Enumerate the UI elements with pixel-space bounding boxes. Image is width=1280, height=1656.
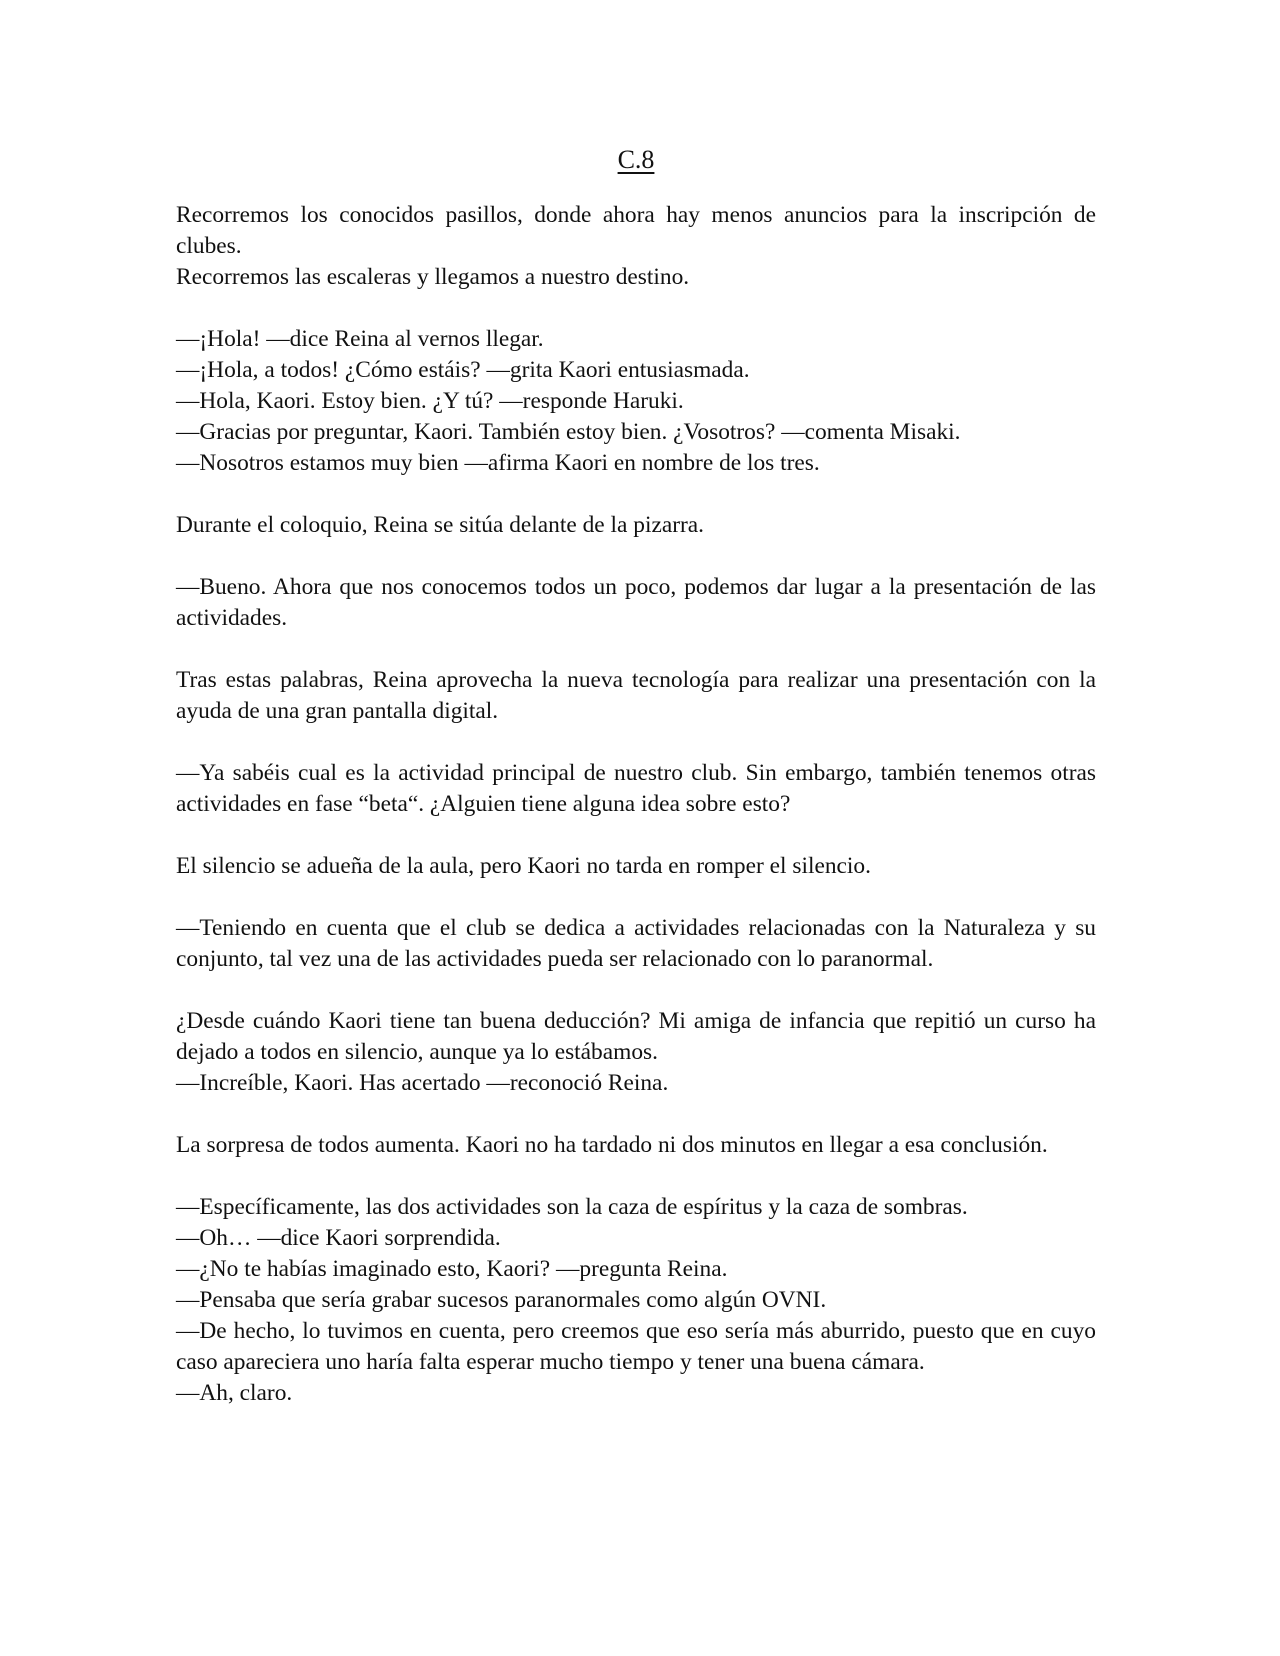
paragraph — [176, 758, 1096, 820]
text-line: —Hola, Kaori. Estoy bien. ¿Y tú? —responde Haruki. — [176, 388, 684, 414]
paragraph — [176, 913, 1096, 975]
text-line: —Oh… —dice Kaori sorprendida. — [176, 1225, 501, 1251]
text-line: —Nosotros estamos muy bien —afirma Kaori en nombre de los tres. — [176, 450, 820, 476]
text-line: —De hecho, lo tuvimos en cuenta, pero creemos que eso sería más aburrido, puesto que en cuyo caso apareciera uno haría falta esperar mucho tiempo y tener una buena cámara. — [176, 1318, 1096, 1375]
text-line: —Específicamente, las dos actividades son la caza de espíritus y la caza de sombras. — [176, 1194, 968, 1220]
text-line: —¿No te habías imaginado esto, Kaori? —pregunta Reina. — [176, 1256, 728, 1282]
paragraph — [176, 851, 1096, 882]
paragraph — [176, 1006, 1096, 1099]
paragraph — [176, 1130, 1096, 1161]
document-page — [176, 142, 1096, 1440]
text-line: El silencio se adueña de la aula, pero Kaori no tarda en romper el silencio. — [176, 853, 871, 879]
text-line: —Ya sabéis cual es la actividad principal de nuestro club. Sin embargo, también tenemos otras actividades en fase “beta“. ¿Alguien tiene alguna idea sobre esto? — [176, 760, 1096, 817]
text-line: Recorremos los conocidos pasillos, donde ahora hay menos anuncios para la inscripción de clubes. — [176, 202, 1096, 259]
text-line: Durante el coloquio, Reina se sitúa delante de la pizarra. — [176, 512, 705, 538]
text-line: —Ah, claro. — [176, 1380, 293, 1406]
text-line: La sorpresa de todos aumenta. Kaori no ha tardado ni dos minutos en llegar a esa conclusión. — [176, 1132, 1048, 1158]
text-line: Tras estas palabras, Reina aprovecha la nueva tecnología para realizar una presentación con la ayuda de una gran pantalla digital. — [176, 667, 1096, 724]
text-line: —Bueno. Ahora que nos conocemos todos un poco, podemos dar lugar a la presentación de las actividades. — [176, 574, 1096, 631]
paragraph — [176, 1192, 1096, 1409]
chapter-title: C.8 — [617, 145, 655, 174]
text-line: Recorremos las escaleras y llegamos a nuestro destino. — [176, 264, 690, 290]
text-line: —Teniendo en cuenta que el club se dedica a actividades relacionadas con la Naturaleza y su conjunto, tal vez una de las actividades pueda ser relacionado con lo paranormal. — [176, 915, 1096, 972]
paragraph — [176, 324, 1096, 479]
paragraph — [176, 200, 1096, 293]
paragraph — [176, 572, 1096, 634]
text-line: ¿Desde cuándo Kaori tiene tan buena deducción? Mi amiga de infancia que repitió un curso ha dejado a todos en silencio, aunque ya lo estábamos. — [176, 1008, 1096, 1065]
text-line: —¡Hola! —dice Reina al vernos llegar. — [176, 326, 544, 352]
document-body — [176, 200, 1096, 1409]
text-line: —Pensaba que sería grabar sucesos paranormales como algún OVNI. — [176, 1287, 827, 1313]
paragraph — [176, 665, 1096, 727]
paragraph — [176, 510, 1096, 541]
text-line: —Increíble, Kaori. Has acertado —reconoció Reina. — [176, 1070, 669, 1096]
text-line: —¡Hola, a todos! ¿Cómo estáis? —grita Kaori entusiasmada. — [176, 357, 750, 383]
text-line: —Gracias por preguntar, Kaori. También estoy bien. ¿Vosotros? —comenta Misaki. — [176, 419, 961, 445]
